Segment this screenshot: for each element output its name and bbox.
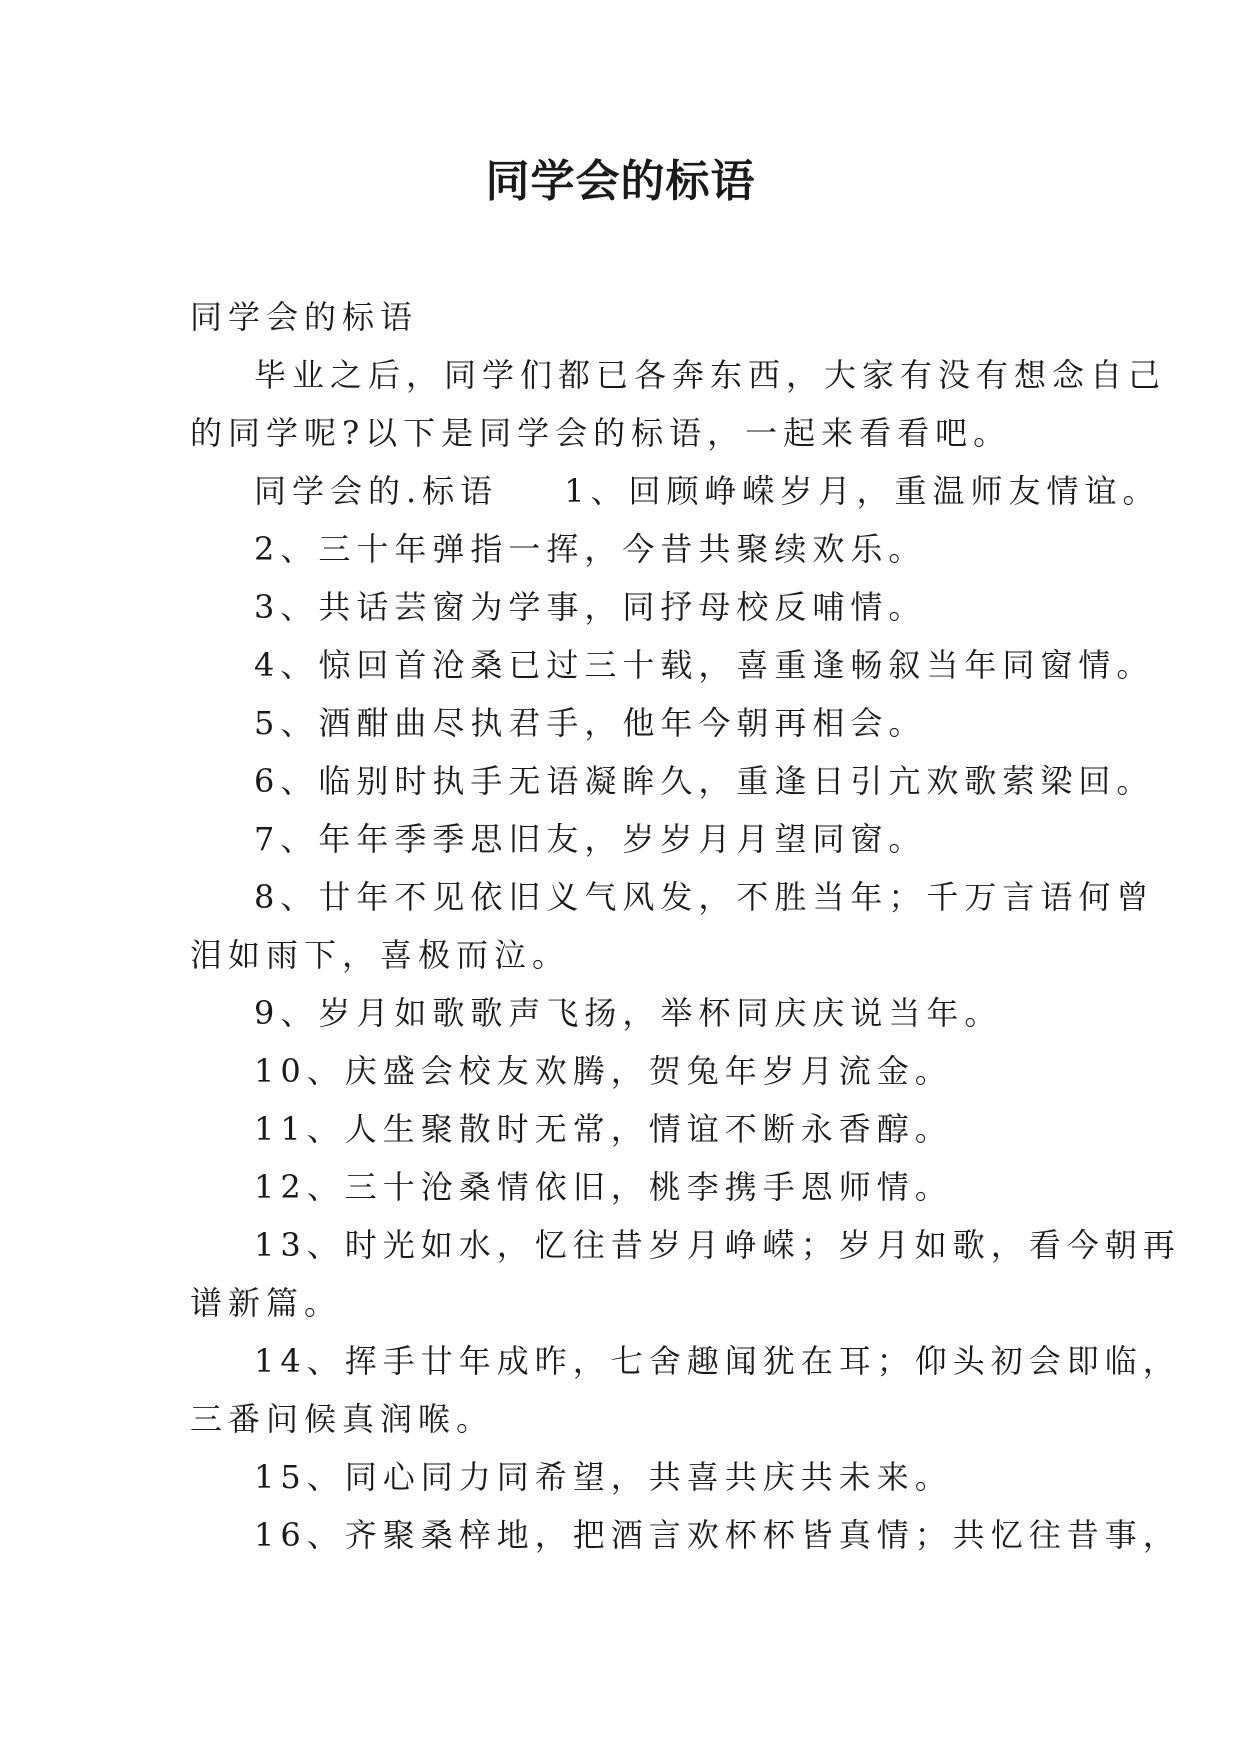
slogan-8: 8、廿年不见依旧义气风发，不胜当年；千万言语何曾 bbox=[254, 878, 1155, 916]
slogan-16: 16、齐聚桑梓地，把酒言欢杯杯皆真情；共忆往昔事， bbox=[254, 1516, 1181, 1554]
slogan-4: 4、惊回首沧桑已过三十载，喜重逢畅叙当年同窗情。 bbox=[254, 646, 1155, 684]
slogan-9: 9、岁月如歌歌声飞扬，举杯同庆庆说当年。 bbox=[254, 994, 1003, 1032]
slogan-13: 13、时光如水，忆往昔岁月峥嵘；岁月如歌，看今朝再 bbox=[254, 1226, 1181, 1264]
slogan-3: 3、共话芸窗为学事，同抒母校反哺情。 bbox=[254, 588, 927, 626]
document-body bbox=[190, 288, 1181, 1564]
paragraph-line-1: 同学会的标语 bbox=[190, 298, 419, 336]
slogan-2: 2、三十年弹指一挥，今昔共聚续欢乐。 bbox=[254, 530, 927, 568]
slogan-15: 15、同心同力同希望，共喜共庆共未来。 bbox=[254, 1458, 953, 1496]
slogan-5: 5、酒酣曲尽执君手，他年今朝再相会。 bbox=[254, 704, 927, 742]
slogan-10: 10、庆盛会校友欢腾，贺兔年岁月流金。 bbox=[254, 1052, 953, 1090]
paragraph-line-3: 的同学呢?以下是同学会的标语，一起来看看吧。 bbox=[190, 414, 1012, 452]
slogan-13-continued: 谱新篇。 bbox=[190, 1284, 343, 1322]
slogan-14-continued: 三番问候真润喉。 bbox=[190, 1400, 495, 1438]
slogan-12: 12、三十沧桑情依旧，桃李携手恩师情。 bbox=[254, 1168, 953, 1206]
paragraph-line-4 bbox=[190, 462, 1161, 520]
slogan-8-continued: 泪如雨下，喜极而泣。 bbox=[190, 936, 571, 974]
slogan-6: 6、临别时执手无语凝眸久，重逢日引亢欢歌萦梁回。 bbox=[254, 762, 1155, 800]
slogan-14: 14、挥手廿年成昨，七舍趣闻犹在耳；仰头初会即临， bbox=[254, 1342, 1181, 1380]
paragraph-line-2: 毕业之后，同学们都已各奔东西，大家有没有想念自己 bbox=[254, 356, 1167, 394]
slogan-7: 7、年年季季思旧友，岁岁月月望同窗。 bbox=[254, 820, 927, 858]
slogan-11: 11、人生聚散时无常，情谊不断永香醇。 bbox=[254, 1110, 953, 1148]
document-title: 同学会的标语 bbox=[485, 156, 756, 207]
inline-heading: 同学会的.标语 bbox=[254, 472, 499, 510]
slogan-1: 1、回顾峥嵘岁月，重温师友情谊。 bbox=[564, 472, 1161, 510]
